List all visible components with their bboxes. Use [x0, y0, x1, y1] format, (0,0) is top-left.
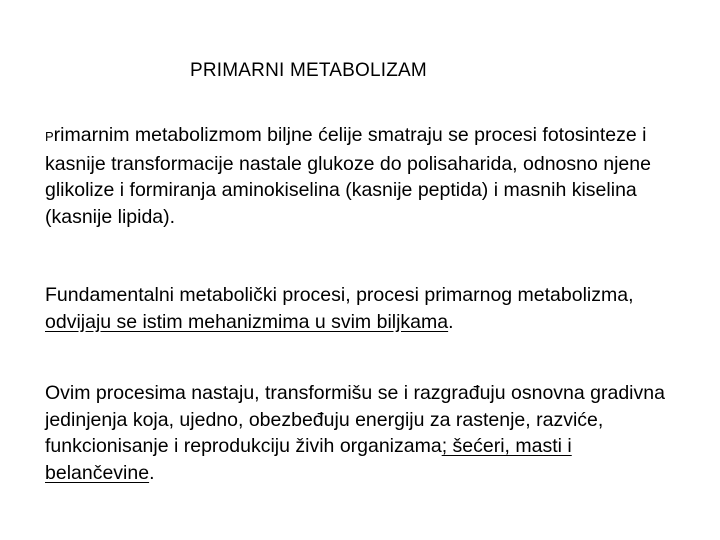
underlined-text: ; šećeri, masti i belančevine [45, 435, 572, 484]
paragraph-fundamental-processes [45, 282, 685, 335]
paragraph-text: rimarnim metabolizmom biljne ćelije smatraju se procesi fotosinteze i kasnije transformacije nastale glukoze do polisaharida, odnosno njene glikolize i formiranja aminokiselina (kasnije peptida) i masnih kiselina (kasnije lipida). [45, 124, 651, 228]
paragraph-building-compounds [45, 380, 685, 486]
underlined-text: odvijaju se istim mehanizmima u svim biljkama [45, 310, 449, 333]
paragraph-text-end: . [149, 461, 155, 484]
paragraph-text: Fundamentalni metabolički procesi, procesi primarnog metabolizma, [45, 284, 634, 306]
paragraph-text: Ovim procesima nastaju, transformišu se i razgrađuju osnovna gradivna jedinjenja koja, ujedno, obezbeđuju energiju za rastenje, razviće, funkcionisanje i reprodukciju živih organizama [45, 382, 665, 457]
paragraph-text-end: . [448, 310, 454, 333]
page-title: PRIMARNI METABOLIZAM [190, 60, 427, 81]
paragraph-first-letter: P [45, 129, 54, 144]
paragraph-primary-metabolism-definition [45, 122, 685, 230]
